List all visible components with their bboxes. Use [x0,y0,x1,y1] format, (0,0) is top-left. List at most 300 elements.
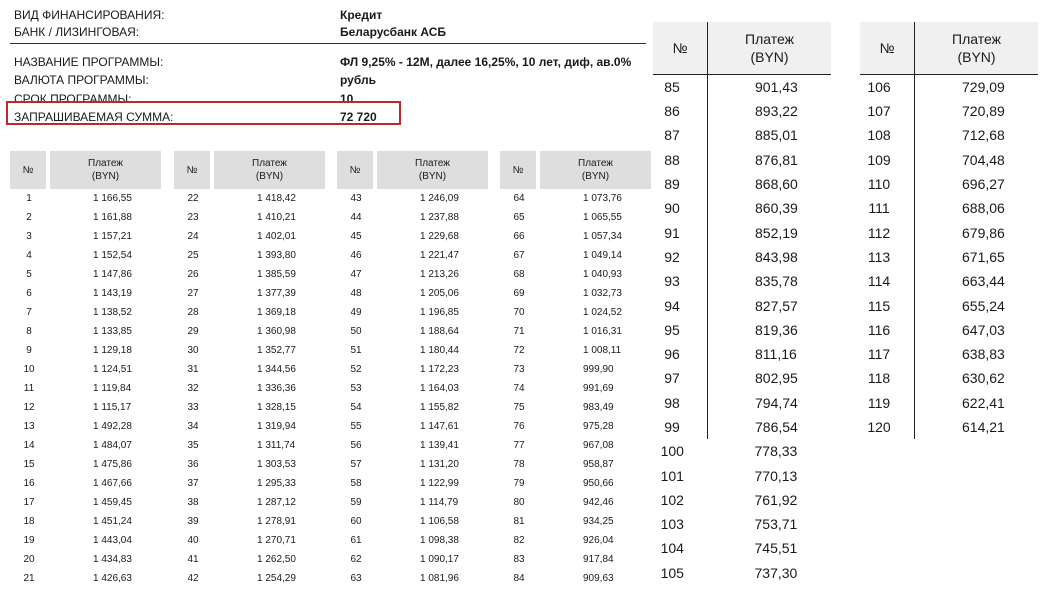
column-header-payment [375,151,488,189]
payment-amount: 868,60 [755,176,798,193]
payment-amount: 1 262,50 [257,554,296,565]
table-header-row [500,151,651,189]
payment-amount: 1 426,63 [93,573,132,584]
table-row [337,379,488,398]
payment-amount: 1 164,03 [420,383,459,394]
payment-amount: 704,48 [962,151,1005,168]
payment-number: 105 [660,564,684,581]
payment-amount: 1 073,76 [583,193,622,204]
table-row [10,512,161,531]
table-row [337,227,488,246]
payment-amount: 819,36 [755,321,798,338]
payment-number: 37 [187,478,199,489]
payment-amount: 811,16 [755,346,797,363]
column-header-payment-title: Платеж [88,158,123,169]
table-row [174,322,325,341]
payment-number: 111 [860,196,915,220]
table-row [500,379,651,398]
table-row [860,99,1038,123]
payment-amount: 999,90 [583,364,614,375]
payment-amount: 1 152,54 [93,250,132,261]
payment-number: 57 [350,459,362,470]
payment-number: 62 [350,554,362,565]
table-row [10,360,161,379]
table-row [500,246,651,265]
payment-table [500,151,651,588]
payment-number: 80 [513,497,525,508]
payment-amount: 1 098,38 [420,535,459,546]
payment-number: 56 [350,440,362,451]
table-row [10,379,161,398]
payment-amount: 1 369,18 [257,307,296,318]
payment-amount: 1 229,68 [420,231,459,242]
payment-amount: 663,44 [962,273,1005,290]
payment-table-large [860,22,1038,439]
payment-number: 67 [513,250,525,261]
payment-amount: 917,84 [583,554,614,565]
payment-amount: 1 434,83 [93,554,132,565]
table-row [860,196,1038,220]
table-row [337,512,488,531]
payment-number: 82 [513,535,525,546]
payment-amount: 753,71 [754,516,798,533]
payment-number: 10 [23,364,35,375]
payment-number: 93 [653,269,708,293]
payment-amount: 729,09 [962,79,1005,95]
table-row [10,189,161,208]
table-row [653,488,831,512]
column-header-number: № [174,151,212,189]
info-label: ВАЛЮТА ПРОГРАММЫ: [14,73,149,87]
table-row [500,512,651,531]
table-row [174,531,325,550]
table-row [174,284,325,303]
payment-number: 76 [513,421,525,432]
payment-amount: 1 040,93 [583,269,622,280]
table-row [10,341,161,360]
table-row [653,269,831,293]
payment-amount: 1 090,17 [420,554,459,565]
table-row [337,493,488,512]
payment-number: 60 [350,516,362,527]
payment-number: 30 [187,345,199,356]
payment-number: 77 [513,440,525,451]
payment-number: 59 [350,497,362,508]
payment-number: 18 [23,516,35,527]
payment-number: 109 [860,148,915,172]
payment-amount: 720,89 [962,103,1005,120]
payment-amount: 1 377,39 [257,288,296,299]
table-row [653,148,831,172]
table-row [337,360,488,379]
table-row [10,246,161,265]
payment-amount: 745,51 [754,540,798,557]
table-row [860,245,1038,269]
table-row [500,550,651,569]
payment-amount: 1 484,07 [93,440,132,451]
payment-number: 3 [26,231,32,242]
table-row [174,265,325,284]
table-row [500,398,651,417]
payment-number: 23 [187,212,199,223]
payment-amount: 1 155,82 [420,402,459,413]
table-row [174,512,325,531]
payment-number: 73 [513,364,525,375]
payment-number: 107 [860,99,915,123]
payment-amount: 1 360,98 [257,326,296,337]
table-row [500,284,651,303]
payment-amount: 893,22 [755,103,798,120]
payment-amount: 794,74 [755,394,798,411]
table-row [10,531,161,550]
table-row [337,303,488,322]
table-row [653,463,831,487]
payment-number: 22 [187,193,199,204]
payment-number: 100 [660,443,684,460]
payment-number: 102 [660,491,684,508]
payment-amount: 1 024,52 [583,307,622,318]
payment-number: 84 [513,573,525,584]
table-row [653,561,831,585]
payment-number: 50 [350,326,362,337]
payment-amount: 1 385,59 [257,269,296,280]
payment-amount: 1 122,99 [420,478,459,489]
payment-number: 17 [23,497,35,508]
payment-number: 116 [860,318,915,342]
table-row [500,417,651,436]
payment-amount: 770,13 [754,467,798,484]
payment-number: 119 [860,391,915,415]
payment-number: 90 [653,196,708,220]
payment-number: 16 [23,478,35,489]
payment-amount: 1 147,61 [420,421,459,432]
table-row [653,415,831,439]
table-row [860,75,1038,100]
table-row [500,303,651,322]
table-row [337,436,488,455]
payment-table-large [653,22,831,585]
payment-amount: 1 172,23 [420,364,459,375]
payment-amount: 1 459,45 [93,497,132,508]
payment-number: 24 [187,231,199,242]
table-row [10,265,161,284]
payment-amount: 958,87 [583,459,614,470]
payment-number: 104 [660,540,684,557]
payment-amount: 1 161,88 [93,212,132,223]
payment-number: 33 [187,402,199,413]
payment-amount: 835,78 [755,273,798,290]
payment-table [174,151,325,588]
payment-number: 112 [860,220,915,244]
payment-number: 4 [26,250,32,261]
payment-number: 118 [860,366,915,390]
payment-amount: 1 287,12 [257,497,296,508]
payment-amount: 1 319,94 [257,421,296,432]
info-label-requested-amount: ЗАПРАШИВАЕМАЯ СУММА: [14,110,174,124]
payment-number: 31 [187,364,199,375]
payment-amount: 1 237,88 [420,212,459,223]
table-header-row [10,151,161,189]
payment-number: 98 [653,391,708,415]
payment-amount: 622,41 [962,394,1005,411]
payment-number: 114 [860,269,915,293]
column-header-payment-currency: (BYN) [581,171,610,182]
payment-amount: 1 393,80 [257,250,296,261]
payment-number: 74 [513,383,525,394]
column-header-payment [48,151,161,189]
payment-amount: 655,24 [962,297,1005,314]
payment-number: 54 [350,402,362,413]
table-row [653,391,831,415]
table-row [337,208,488,227]
payment-number: 68 [513,269,525,280]
table-row [860,220,1038,244]
divider [10,43,646,44]
payment-number: 70 [513,307,525,318]
payment-number: 64 [513,193,525,204]
payment-amount: 852,19 [755,224,798,241]
info-value: рубль [340,73,376,87]
payment-number: 25 [187,250,199,261]
table-row [174,474,325,493]
payment-amount: 1 180,44 [420,345,459,356]
table-row [860,366,1038,390]
payment-amount: 1 032,73 [583,288,622,299]
payment-amount: 1 133,85 [93,326,132,337]
payment-amount: 1 475,86 [93,459,132,470]
payment-number: 2 [26,212,32,223]
payment-amount: 1 114,79 [420,497,459,508]
payment-number: 44 [350,212,362,223]
table-row [337,569,488,588]
table-row [337,398,488,417]
table-row [174,246,325,265]
payment-number: 35 [187,440,199,451]
column-header-payment-currency: (BYN) [750,49,789,65]
payment-amount: 688,06 [962,200,1005,217]
payment-number: 42 [187,573,199,584]
column-header-payment-currency: (BYN) [91,171,120,182]
payment-number: 110 [860,172,915,196]
payment-amount: 975,28 [583,421,614,432]
payment-amount: 1 254,29 [257,573,296,584]
payment-number: 78 [513,459,525,470]
payment-number: 108 [860,123,915,147]
column-header-number: № [653,22,708,75]
payment-amount: 1 008,11 [583,345,622,356]
table-row [10,474,161,493]
table-row [653,245,831,269]
payment-number: 47 [350,269,362,280]
payment-amount: 876,81 [755,151,798,168]
payment-amount: 967,08 [583,440,614,451]
table-row [653,293,831,317]
table-row [174,569,325,588]
payment-number: 63 [350,573,362,584]
table-row [10,284,161,303]
payment-amount: 1 131,20 [420,459,459,470]
payment-amount: 712,68 [962,127,1005,144]
payment-amount: 843,98 [755,248,798,265]
payment-amount: 1 115,17 [93,402,132,413]
payment-number: 39 [187,516,199,527]
table-header-row [653,22,831,75]
payment-table [337,151,488,588]
table-row [174,189,325,208]
column-header-payment-title: Платеж [415,158,450,169]
table-row [653,123,831,147]
table-row [174,379,325,398]
table-row [174,417,325,436]
table-row [860,415,1038,439]
table-row [500,569,651,588]
payment-number: 21 [23,573,35,584]
table-row [500,208,651,227]
column-header-payment [212,151,325,189]
table-row [174,550,325,569]
payment-number: 87 [653,123,708,147]
table-row [174,493,325,512]
table-row [653,318,831,342]
payment-amount: 614,21 [962,419,1005,435]
payment-number: 27 [187,288,199,299]
table-row [860,148,1038,172]
payment-number: 8 [26,326,32,337]
payment-number: 94 [653,293,708,317]
payment-amount: 802,95 [755,370,798,387]
payment-amount: 1 213,26 [420,269,459,280]
payment-number: 52 [350,364,362,375]
payment-number: 71 [513,326,525,337]
payment-number: 32 [187,383,199,394]
payment-amount: 1 336,36 [257,383,296,394]
table-header-row [174,151,325,189]
payment-number: 7 [26,307,32,318]
table-row [653,172,831,196]
payment-number: 117 [860,342,915,366]
payment-number: 36 [187,459,199,470]
table-row [500,360,651,379]
payment-number: 1 [26,193,32,204]
payment-number: 12 [23,402,35,413]
table-row [174,455,325,474]
payment-amount: 1 418,42 [257,193,296,204]
payment-amount: 1 129,18 [93,345,132,356]
column-header-number: № [337,151,375,189]
payment-number: 15 [23,459,35,470]
table-row [653,366,831,390]
payment-number: 95 [653,318,708,342]
payment-amount: 1 147,86 [93,269,132,280]
payment-amount: 1 124,51 [93,364,132,375]
table-row [653,536,831,560]
table-row [860,293,1038,317]
column-header-number: № [860,22,915,75]
payment-amount: 1 344,56 [257,364,296,375]
payment-number: 66 [513,231,525,242]
table-row [337,341,488,360]
payment-number: 65 [513,212,525,223]
payment-number: 101 [660,467,684,484]
table-row [174,341,325,360]
payment-number: 19 [23,535,35,546]
payment-amount: 827,57 [755,297,798,314]
payment-amount: 647,03 [962,321,1005,338]
payment-number: 115 [860,293,915,317]
table-row [174,360,325,379]
table-row [860,318,1038,342]
payment-amount: 679,86 [962,224,1005,241]
table-row [653,75,831,100]
payment-amount: 1 278,91 [257,516,296,527]
payment-amount: 1 188,64 [420,326,459,337]
payment-amount: 926,04 [583,535,614,546]
table-row [10,208,161,227]
column-header-payment [708,22,832,75]
payment-number: 120 [860,415,915,439]
payment-amount: 1 119,84 [93,383,132,394]
payment-number: 45 [350,231,362,242]
payment-amount: 761,92 [754,491,798,508]
table-row [500,322,651,341]
table-row [174,208,325,227]
column-header-payment-title: Платеж [578,158,613,169]
payment-number: 81 [513,516,525,527]
payment-amount: 1 016,31 [583,326,622,337]
payment-number: 43 [350,193,362,204]
payment-number: 103 [660,516,684,533]
payment-amount: 1 139,41 [420,440,459,451]
payment-number: 34 [187,421,199,432]
payment-amount: 1 328,15 [257,402,296,413]
table-row [500,455,651,474]
payment-number: 72 [513,345,525,356]
column-header-payment [538,151,651,189]
table-row [174,303,325,322]
table-row [860,269,1038,293]
table-row [10,417,161,436]
table-row [10,227,161,246]
payment-amount: 1 352,77 [257,345,296,356]
table-header-row [860,22,1038,75]
info-label: ВИД ФИНАНСИРОВАНИЯ: [14,8,165,22]
payment-amount: 638,83 [962,346,1005,363]
payment-number: 41 [187,554,199,565]
info-value: 10 [340,92,354,106]
table-row [10,398,161,417]
table-row [174,398,325,417]
payment-number: 106 [860,75,915,100]
table-row [500,341,651,360]
info-value-requested-amount: 72 720 [340,110,377,124]
table-row [10,493,161,512]
payment-number: 92 [653,245,708,269]
payment-amount: 1 057,34 [583,231,622,242]
info-value: ФЛ 9,25% - 12М, далее 16,25%, 10 лет, диф, ав.0% [340,55,632,69]
payment-number: 29 [187,326,199,337]
payment-amount: 1 049,14 [583,250,622,261]
payment-number: 79 [513,478,525,489]
payment-amount: 1 065,55 [583,212,622,223]
payment-amount: 1 492,28 [93,421,132,432]
table-row [10,436,161,455]
payment-number: 48 [350,288,362,299]
table-row [337,246,488,265]
payment-amount: 671,65 [962,248,1005,265]
payment-number: 89 [653,172,708,196]
table-row [860,172,1038,196]
table-row [10,550,161,569]
